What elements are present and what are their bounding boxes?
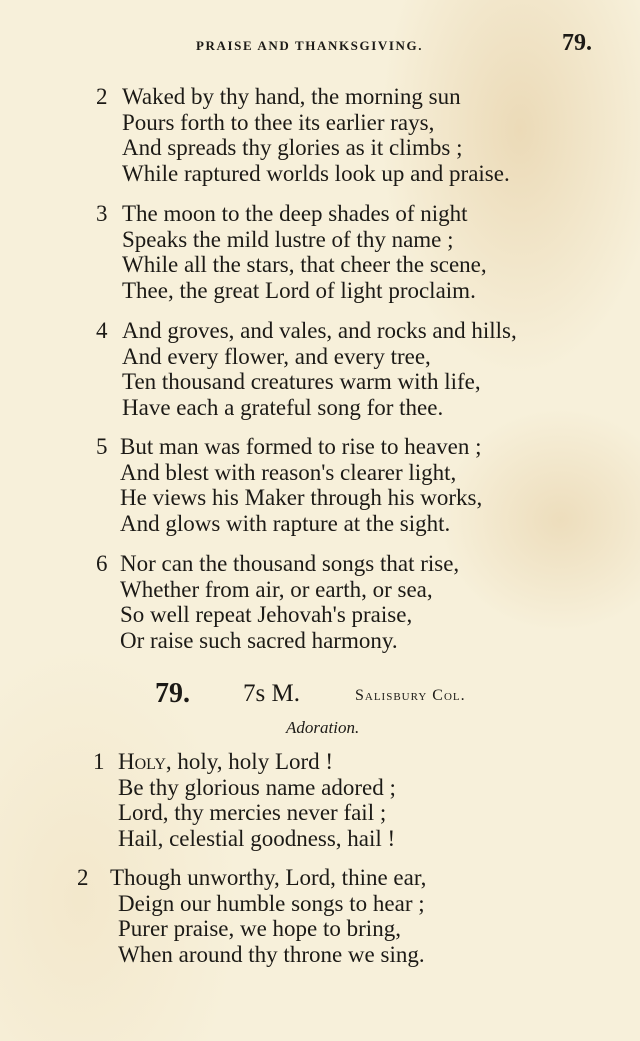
verse-number: 5 [96, 434, 108, 459]
verse-line: Speaks the mild lustre of thy name ; [122, 226, 454, 252]
verse-number: 4 [96, 318, 108, 343]
verse-line: Ten thousand creatures warm with life, [122, 369, 481, 394]
hymn-tune: Salisbury Col. [355, 687, 466, 704]
hymn-heading [0, 678, 640, 714]
verse-line: Hail, celestial goodness, hail ! [118, 825, 396, 851]
verse-line: Lord, thy mercies never fail ; [118, 800, 387, 825]
verse-line: Pours forth to thee its earlier rays, [122, 109, 435, 135]
verse-line: Purer praise, we hope to bring, [118, 916, 401, 941]
verse-line: Nor can the thousand songs that rise, [120, 551, 460, 576]
first-word: Holy [118, 749, 166, 774]
verse-line: The moon to the deep shades of night [122, 201, 468, 226]
verse-line: Or raise such sacred harmony. [120, 627, 398, 653]
verse-line: So well repeat Jehovah's praise, [120, 602, 413, 627]
verse-line: Deign our humble songs to hear ; [118, 890, 425, 916]
line-rest: , holy, holy Lord ! [165, 749, 334, 774]
verse-number: 6 [96, 551, 108, 576]
verse-line: But man was formed to rise to heaven ; [120, 434, 482, 459]
verse-line: And spreads thy glories as it climbs ; [122, 135, 463, 160]
verse-line: Though unworthy, Lord, thine ear, [110, 865, 427, 890]
hymn-meter: 7s M. [243, 680, 300, 707]
verse-number: 1 [93, 749, 105, 774]
verse-line: Whether from air, or earth, or sea, [120, 576, 433, 602]
page-number: 79. [562, 30, 592, 56]
verse-line: And every flower, and every tree, [122, 343, 431, 369]
verse-line: And glows with rapture at the sight. [120, 510, 451, 536]
verse-line [118, 749, 396, 775]
hymn-number: 79. [155, 678, 190, 709]
verse-number: 2 [96, 84, 108, 109]
verse-line: Waked by thy hand, the morning sun [122, 84, 461, 109]
verse-line: He views his Maker through his works, [120, 485, 483, 510]
verse-number: 2 [77, 865, 89, 890]
hymn-subtitle: Adoration. [286, 718, 360, 737]
verse-number: 3 [96, 201, 108, 226]
verse-line: Be thy glorious name adored ; [118, 774, 396, 800]
verse-line: While all the stars, that cheer the scene, [122, 252, 487, 277]
verse-line: Thee, the great Lord of light proclaim. [122, 277, 476, 303]
verse-line: And blest with reason's clearer light, [120, 459, 457, 485]
running-head: PRAISE AND THANKSGIVING. [196, 38, 424, 53]
verse-line: When around thy throne we sing. [118, 941, 425, 967]
verse-line: While raptured worlds look up and praise. [122, 160, 510, 186]
verse-line: Have each a grateful song for thee. [122, 394, 444, 420]
verse-line: And groves, and vales, and rocks and hills, [122, 318, 517, 343]
